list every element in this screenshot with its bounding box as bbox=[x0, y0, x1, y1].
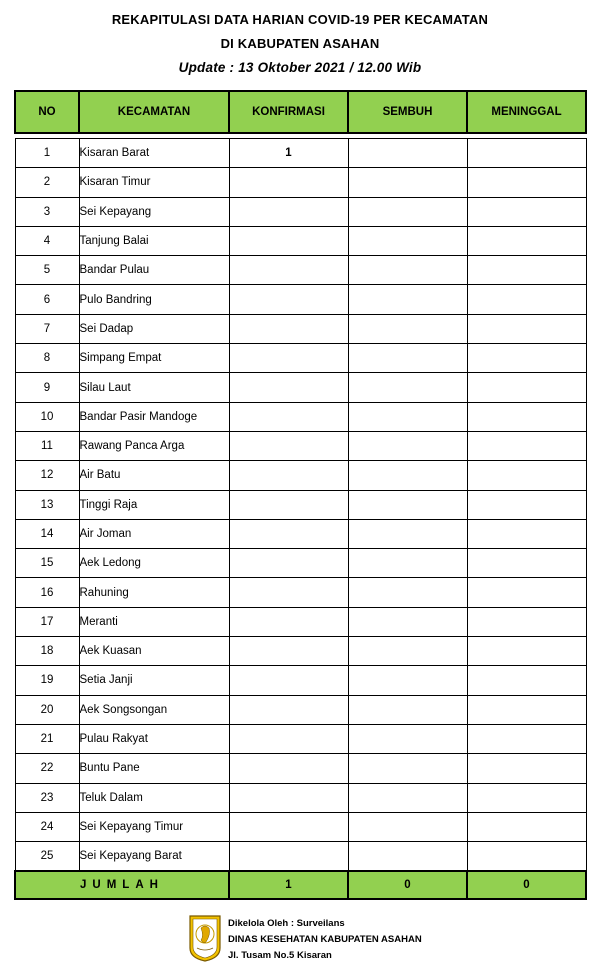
row-no: 12 bbox=[15, 461, 79, 490]
table-header-row bbox=[15, 91, 586, 133]
row-kecamatan: Pulo Bandring bbox=[79, 285, 229, 314]
footer bbox=[188, 914, 488, 962]
row-konfirmasi bbox=[229, 168, 348, 197]
row-sembuh bbox=[348, 226, 467, 255]
row-no: 8 bbox=[15, 344, 79, 373]
row-meninggal bbox=[467, 695, 586, 724]
update-timestamp: Update : 13 Oktober 2021 / 12.00 Wib bbox=[178, 60, 422, 75]
table-row bbox=[15, 695, 586, 724]
row-sembuh bbox=[348, 256, 467, 285]
row-sembuh bbox=[348, 724, 467, 753]
row-sembuh bbox=[348, 842, 467, 872]
row-kecamatan: Bandar Pulau bbox=[79, 256, 229, 285]
row-konfirmasi bbox=[229, 402, 348, 431]
row-konfirmasi bbox=[229, 285, 348, 314]
row-konfirmasi bbox=[229, 490, 348, 519]
row-no: 14 bbox=[15, 519, 79, 548]
row-meninggal bbox=[467, 197, 586, 226]
footer-managed-by: Dikelola Oleh : Surveilans bbox=[228, 918, 345, 929]
row-konfirmasi bbox=[229, 256, 348, 285]
table-row bbox=[15, 578, 586, 607]
row-konfirmasi: 1 bbox=[229, 139, 348, 168]
table-row bbox=[15, 344, 586, 373]
table-row bbox=[15, 666, 586, 695]
column-header-kecamatan: KECAMATAN bbox=[79, 91, 229, 133]
table-row bbox=[15, 519, 586, 548]
row-no: 23 bbox=[15, 783, 79, 812]
row-sembuh bbox=[348, 373, 467, 402]
row-konfirmasi bbox=[229, 519, 348, 548]
row-konfirmasi bbox=[229, 812, 348, 841]
row-no: 20 bbox=[15, 695, 79, 724]
row-meninggal bbox=[467, 549, 586, 578]
row-konfirmasi bbox=[229, 695, 348, 724]
column-header-meninggal: MENINGGAL bbox=[467, 91, 586, 133]
row-no: 9 bbox=[15, 373, 79, 402]
table-row bbox=[15, 754, 586, 783]
row-kecamatan: Air Batu bbox=[79, 461, 229, 490]
row-sembuh bbox=[348, 139, 467, 168]
row-no: 4 bbox=[15, 226, 79, 255]
table-row bbox=[15, 197, 586, 226]
row-sembuh bbox=[348, 695, 467, 724]
table-row bbox=[15, 607, 586, 636]
total-sembuh: 0 bbox=[348, 871, 467, 899]
table-row bbox=[15, 168, 586, 197]
row-meninggal bbox=[467, 256, 586, 285]
table-row bbox=[15, 285, 586, 314]
table-row bbox=[15, 431, 586, 460]
row-no: 19 bbox=[15, 666, 79, 695]
row-no: 6 bbox=[15, 285, 79, 314]
row-sembuh bbox=[348, 344, 467, 373]
row-konfirmasi bbox=[229, 373, 348, 402]
row-sembuh bbox=[348, 783, 467, 812]
row-no: 5 bbox=[15, 256, 79, 285]
row-konfirmasi bbox=[229, 461, 348, 490]
row-sembuh bbox=[348, 490, 467, 519]
total-label: JUMLAH bbox=[15, 871, 229, 899]
row-meninggal bbox=[467, 519, 586, 548]
row-sembuh bbox=[348, 607, 467, 636]
asahan-regency-emblem-icon bbox=[188, 914, 222, 962]
row-kecamatan: Sei Kepayang Timur bbox=[79, 812, 229, 841]
row-kecamatan: Bandar Pasir Mandoge bbox=[79, 402, 229, 431]
row-meninggal bbox=[467, 578, 586, 607]
row-kecamatan: Pulau Rakyat bbox=[79, 724, 229, 753]
row-no: 22 bbox=[15, 754, 79, 783]
row-konfirmasi bbox=[229, 607, 348, 636]
row-sembuh bbox=[348, 314, 467, 343]
row-meninggal bbox=[467, 285, 586, 314]
table-body bbox=[15, 133, 586, 871]
row-meninggal bbox=[467, 637, 586, 666]
row-meninggal bbox=[467, 402, 586, 431]
table-row bbox=[15, 842, 586, 872]
row-konfirmasi bbox=[229, 637, 348, 666]
row-no: 25 bbox=[15, 842, 79, 872]
row-kecamatan: Aek Kuasan bbox=[79, 637, 229, 666]
row-konfirmasi bbox=[229, 754, 348, 783]
table-row bbox=[15, 461, 586, 490]
table-row bbox=[15, 812, 586, 841]
row-kecamatan: Aek Ledong bbox=[79, 549, 229, 578]
row-no: 13 bbox=[15, 490, 79, 519]
row-kecamatan: Air Joman bbox=[79, 519, 229, 548]
row-kecamatan: Aek Songsongan bbox=[79, 695, 229, 724]
row-meninggal bbox=[467, 812, 586, 841]
row-sembuh bbox=[348, 812, 467, 841]
row-kecamatan: Rawang Panca Arga bbox=[79, 431, 229, 460]
row-konfirmasi bbox=[229, 344, 348, 373]
table-row bbox=[15, 314, 586, 343]
row-meninggal bbox=[467, 139, 586, 168]
row-meninggal bbox=[467, 666, 586, 695]
table-row bbox=[15, 724, 586, 753]
row-meninggal bbox=[467, 344, 586, 373]
row-konfirmasi bbox=[229, 666, 348, 695]
row-konfirmasi bbox=[229, 724, 348, 753]
table-row bbox=[15, 637, 586, 666]
row-sembuh bbox=[348, 637, 467, 666]
row-meninggal bbox=[467, 431, 586, 460]
row-konfirmasi bbox=[229, 314, 348, 343]
row-meninggal bbox=[467, 314, 586, 343]
row-meninggal bbox=[467, 607, 586, 636]
row-meninggal bbox=[467, 754, 586, 783]
row-kecamatan: Teluk Dalam bbox=[79, 783, 229, 812]
row-meninggal bbox=[467, 226, 586, 255]
row-kecamatan: Kisaran Barat bbox=[79, 139, 229, 168]
row-sembuh bbox=[348, 197, 467, 226]
row-sembuh bbox=[348, 754, 467, 783]
row-konfirmasi bbox=[229, 226, 348, 255]
row-meninggal bbox=[467, 724, 586, 753]
row-no: 2 bbox=[15, 168, 79, 197]
row-no: 15 bbox=[15, 549, 79, 578]
table-row bbox=[15, 226, 586, 255]
row-no: 1 bbox=[15, 139, 79, 168]
row-no: 16 bbox=[15, 578, 79, 607]
row-no: 18 bbox=[15, 637, 79, 666]
row-no: 24 bbox=[15, 812, 79, 841]
row-kecamatan: Tinggi Raja bbox=[79, 490, 229, 519]
row-sembuh bbox=[348, 285, 467, 314]
row-meninggal bbox=[467, 461, 586, 490]
row-sembuh bbox=[348, 431, 467, 460]
table-row bbox=[15, 373, 586, 402]
row-konfirmasi bbox=[229, 842, 348, 872]
row-sembuh bbox=[348, 402, 467, 431]
row-kecamatan: Setia Janji bbox=[79, 666, 229, 695]
table-row bbox=[15, 490, 586, 519]
row-kecamatan: Sei Dadap bbox=[79, 314, 229, 343]
row-sembuh bbox=[348, 666, 467, 695]
row-sembuh bbox=[348, 519, 467, 548]
footer-address: Jl. Tusam No.5 Kisaran bbox=[228, 950, 332, 961]
row-no: 17 bbox=[15, 607, 79, 636]
row-konfirmasi bbox=[229, 197, 348, 226]
row-meninggal bbox=[467, 783, 586, 812]
row-no: 10 bbox=[15, 402, 79, 431]
row-sembuh bbox=[348, 461, 467, 490]
row-meninggal bbox=[467, 490, 586, 519]
row-kecamatan: Simpang Empat bbox=[79, 344, 229, 373]
table-row bbox=[15, 402, 586, 431]
row-meninggal bbox=[467, 168, 586, 197]
row-sembuh bbox=[348, 168, 467, 197]
row-no: 7 bbox=[15, 314, 79, 343]
row-meninggal bbox=[467, 842, 586, 872]
row-no: 21 bbox=[15, 724, 79, 753]
row-kecamatan: Silau Laut bbox=[79, 373, 229, 402]
total-konfirmasi: 1 bbox=[229, 871, 348, 899]
covid-recap-table bbox=[14, 90, 587, 900]
row-kecamatan: Meranti bbox=[79, 607, 229, 636]
page-title: REKAPITULASI DATA HARIAN COVID-19 PER KECAMATAN bbox=[111, 12, 489, 27]
row-konfirmasi bbox=[229, 783, 348, 812]
total-meninggal: 0 bbox=[467, 871, 586, 899]
footer-agency: DINAS KESEHATAN KABUPATEN ASAHAN bbox=[228, 934, 422, 945]
row-kecamatan: Sei Kepayang Barat bbox=[79, 842, 229, 872]
row-kecamatan: Buntu Pane bbox=[79, 754, 229, 783]
table-row bbox=[15, 549, 586, 578]
row-konfirmasi bbox=[229, 549, 348, 578]
row-kecamatan: Kisaran Timur bbox=[79, 168, 229, 197]
row-kecamatan: Tanjung Balai bbox=[79, 226, 229, 255]
column-header-konfirmasi: KONFIRMASI bbox=[229, 91, 348, 133]
table-row bbox=[15, 783, 586, 812]
column-header-no: NO bbox=[15, 91, 79, 133]
row-konfirmasi bbox=[229, 578, 348, 607]
page-subtitle: DI KABUPATEN ASAHAN bbox=[220, 36, 380, 51]
table-row bbox=[15, 256, 586, 285]
row-no: 11 bbox=[15, 431, 79, 460]
row-kecamatan: Sei Kepayang bbox=[79, 197, 229, 226]
row-no: 3 bbox=[15, 197, 79, 226]
total-row bbox=[15, 871, 586, 899]
row-konfirmasi bbox=[229, 431, 348, 460]
row-kecamatan: Rahuning bbox=[79, 578, 229, 607]
table-row bbox=[15, 139, 586, 168]
column-header-sembuh: SEMBUH bbox=[348, 91, 467, 133]
row-sembuh bbox=[348, 578, 467, 607]
row-sembuh bbox=[348, 549, 467, 578]
row-meninggal bbox=[467, 373, 586, 402]
